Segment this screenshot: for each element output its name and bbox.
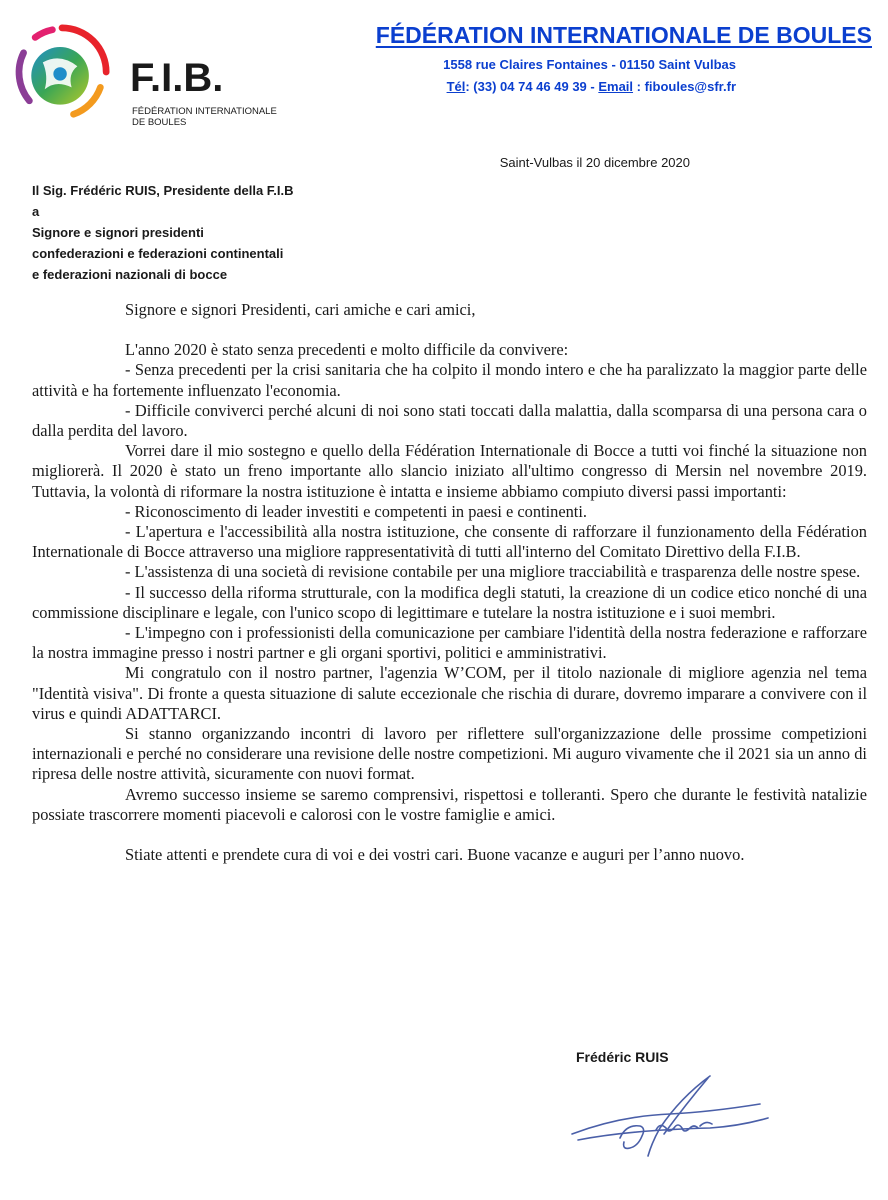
body-bullet: - Difficile conviverci perché alcuni di noi sono stati toccati dalla malattia, dalla scomparsa di una persona cara o dalla perdita del lavoro. (32, 400, 867, 441)
letter-body (32, 300, 867, 865)
logo-subtitle-line2: DE BOULES (132, 117, 187, 128)
tel-label: Tél (446, 79, 466, 94)
letter-greeting: Signore e signori Presidenti, cari amiche e cari amici, (125, 300, 476, 319)
logo-wordmark: F.I.B. (130, 56, 224, 100)
fib-logo (14, 22, 277, 128)
body-bullet: - L'apertura e l'accessibilità alla nostra istituzione, che consente di rafforzare il funzionamento della Fédération Internationale di Bocce attraverso una migliore rappresentatività di tutti all'interno del Comitato Direttivo della F.I.B. (32, 522, 867, 562)
recipient-line: Il Sig. Frédéric RUIS, Presidente della F.I.B (32, 183, 294, 198)
organization-title: FÉDÉRATION INTERNATIONALE DE BOULES (375, 22, 872, 48)
logo-subtitle (132, 106, 292, 128)
body-bullet: - L'impegno con i professionisti della comunicazione per cambiare l'identità della nostra federazione e rafforzare la nostra immagine presso i nostri partner e gli organi sportivi, politici e amministrativi. (32, 623, 867, 663)
body-paragraph: Avremo successo insieme se saremo comprensivi, rispettosi e tolleranti. Spero che durante le festività natalizie possiate trascorrere momenti piacevoli e calorosi con le vostre famiglie e amici. (32, 784, 867, 824)
organization-address: 1558 rue Claires Fontaines - 01150 Saint Vulbas (443, 57, 736, 72)
recipient-line: a (32, 204, 40, 219)
body-bullet: - Senza precedenti per la crisi sanitaria che ha colpito il mondo intero e che ha paralizzato la maggior parte delle attività e ha fortemente influenzato l'economia. (32, 360, 867, 400)
fib-logo-mark-icon (14, 22, 110, 122)
signer-name: Frédéric RUIS (576, 1049, 669, 1065)
recipient-line: confederazioni e federazioni continentali (32, 246, 284, 261)
letter-closing: Stiate attenti e prendete cura di voi e dei vostri cari. Buone vacanze e auguri per l’anno nuovo. (125, 845, 745, 865)
body-bullet: - L'assistenza di una società di revisione contabile per una migliore tracciabilità e trasparenza delle nostre spese. (125, 562, 861, 582)
body-bullet: - Il successo della riforma strutturale, con la modifica degli statuti, la creazione di un codice etico nonché di una commissione disciplinare e legale, con l'unico scopo di legittimare e tutelare la nostra istituzione e i suoi membri. (32, 582, 867, 622)
tel-value: : (33) 04 74 46 49 39 - (465, 79, 599, 94)
email-label: Email (598, 79, 634, 94)
organization-contact (300, 79, 736, 94)
logo-subtitle-line1: FÉDÉRATION INTERNATIONALE (132, 106, 277, 117)
recipient-block (32, 180, 294, 285)
body-paragraph: Si stanno organizzando incontri di lavoro per riflettere sull'organizzazione delle prossime competizioni internazionali e perché no considerare una revisione delle nostre competizioni. Mi auguro vivamente che il 2021 sia un anno di ripresa delle nostre attività, sicuramente con nuovi format. (32, 724, 867, 784)
body-paragraph: Mi congratulo con il nostro partner, l'agenzia W’COM, per il titolo nazionale di migliore agenzia nel tema "Identità visiva". Di fronte a questa situazione di salute eccezionale che rischia di durare, dovremo imparare a convivere con il virus e quindi ADATTARCI. (32, 663, 867, 723)
recipient-line: e federazioni nazionali di bocce (32, 267, 228, 282)
body-paragraph: L'anno 2020 è stato senza precedenti e molto difficile da convivere: (125, 340, 569, 360)
email-value: : fiboules@sfr.fr (633, 79, 736, 94)
letter-date: Saint-Vulbas il 20 dicembre 2020 (499, 155, 690, 170)
recipient-line: Signore e signori presidenti (32, 225, 204, 240)
body-bullet: - Riconoscimento di leader investiti e competenti in paesi e continenti. (125, 501, 587, 521)
body-paragraph: Vorrei dare il mio sostegno e quello della Fédération Internationale di Bocce a tutti voi finché la situazione non migliorerà. Il 2020 è stato un freno importante allo slancio iniziato all'ultimo congresso di Mersin nel novembre 2019. Tuttavia, la volontà di riformare la nostra istituzione è intatta e insieme abbiamo compiuto diversi passi importanti: (32, 441, 867, 501)
handwritten-signature-icon (560, 1068, 780, 1168)
